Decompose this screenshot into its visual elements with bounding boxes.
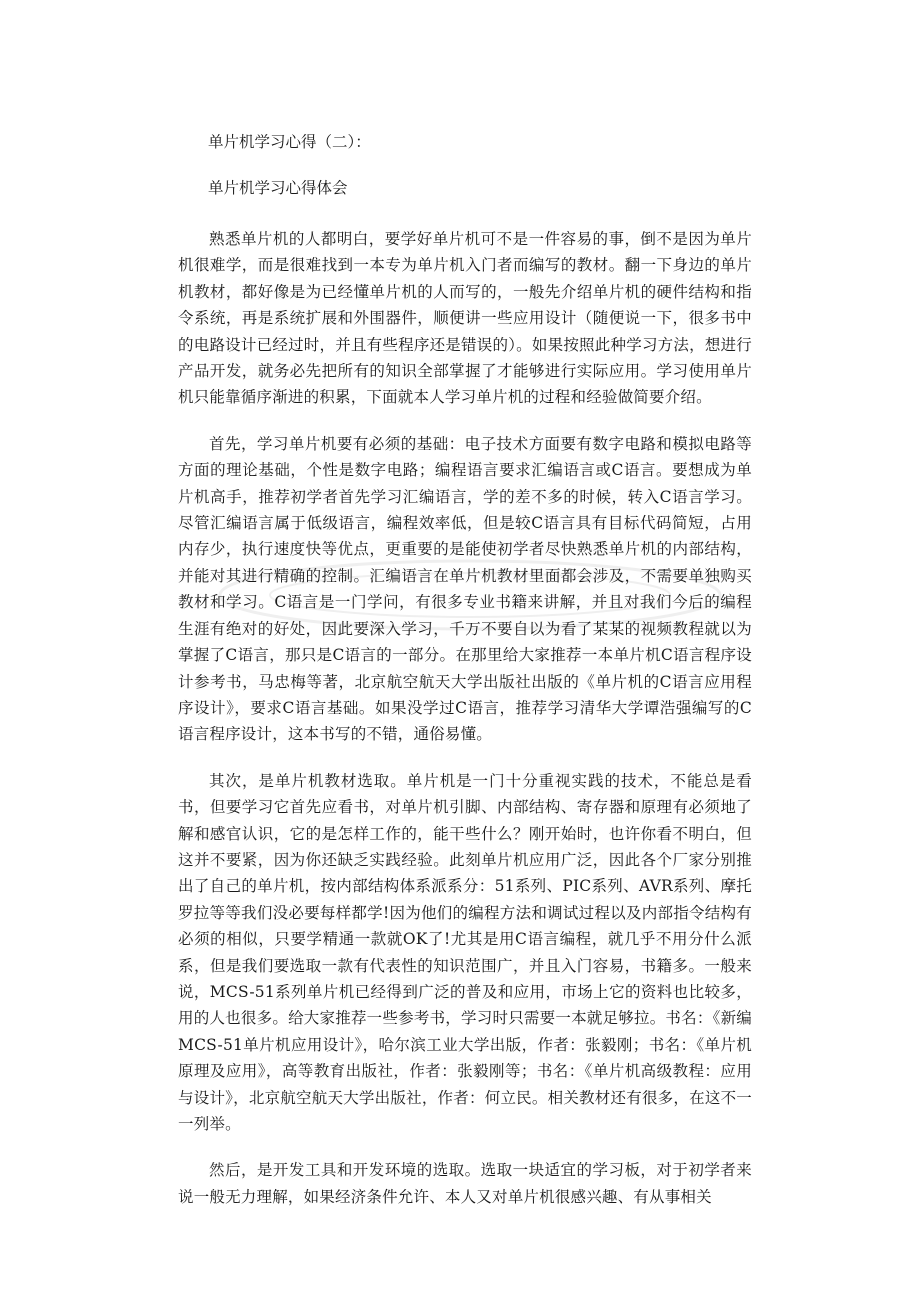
article-body — [178, 128, 752, 1210]
article-title: 单片机学习心得（二）： — [208, 133, 371, 151]
article-subtitle: 单片机学习心得体会 — [208, 179, 348, 197]
paragraph-dev-tools: 然后，是开发工具和开发环境的选取。选取一块适宜的学习板，对于初学者来说一般无力理解，如果经济条件允许、本人又对单片机很感兴趣、有从事相关 — [178, 1161, 752, 1206]
paragraph-intro: 熟悉单片机的人都明白，要学好单片机可不是一件容易的事，倒不是因为单片机很难学，而是很难找到一本专为单片机入门者而编写的教材。翻一下身边的单片机教材，都好像是为已经懂单片机的人而写的，一般先介绍单片机的硬件结构和指令系统，再是系统扩展和外围器件，顺便讲一些应用设计（随便说一下，很多书中的电路设计已经过时，并且有些程序还是错误的）。如果按照此种学习方法，想进行产品开发，就务必先把所有的知识全部掌握了才能够进行实际应用。学习使用单片机只能靠循序渐进的积累，下面就本人学习单片机的过程和经验做简要介绍。 — [178, 230, 752, 407]
paragraph-basics: 首先，学习单片机要有必须的基础：电子技术方面要有数字电路和模拟电路等方面的理论基础，个性是数字电路；编程语言要求汇编语言或C语言。要想成为单片机高手，推荐初学者首先学习汇编语言，学的差不多的时候，转入C语言学习。尽管汇编语言属于低级语言，编程效率低，但是较C语言具有目标代码简短，占用内存少，执行速度快等优点，更重要的是能使初学者尽快熟悉单片机的内部结构，并能对其进行精确的控制。汇编语言在单片机教材里面都会涉及，不需要单独购买教材和学习。C语言是一门学问，有很多专业书籍来讲解，并且对我们今后的编程生涯有绝对的好处，因此要深入学习，千万不要自以为看了某某的视频教程就以为掌握了C语言，那只是C语言的一部分。在那里给大家推荐一本单片机C语言程序设计参考书，马忠梅等著，北京航空航天大学出版社出版的《单片机的C语言应用程序设计》，要求C语言基础。如果没学过C语言，推荐学习清华大学谭浩强编写的C语言程序设计，这本书写的不错，通俗易懂。 — [178, 434, 752, 744]
paragraph-textbooks: 其次，是单片机教材选取。单片机是一门十分重视实践的技术，不能总是看书，但要学习它首先应看书，对单片机引脚、内部结构、寄存器和原理有必须地了解和感官认识，它的是怎样工作的，能干些什么？刚开始时，也许你看不明白，但这并不要紧，因为你还缺乏实践经验。此刻单片机应用广泛，因此各个厂家分别推出了自己的单片机，按内部结构体系派系分：51系列、PIC系列、AVR系列、摩托罗拉等等我们没必要每样都学!因为他们的编程方法和调试过程以及内部指令结构有必须的相似，只要学精通一款就OK了!尤其是用C语言编程，就几乎不用分什么派系，但是我们要选取一款有代表性的知识范围广，并且入门容易，书籍多。一般来说，MCS-51系列单片机已经得到广泛的普及和应用，市场上它的资料也比较多，用的人也很多。给大家推荐一些参考书，学习时只需要一本就足够拉。书名：《新编MCS-51单片机应用设计》，哈尔滨工业大学出版，作者：张毅刚；书名：《单片机原理及应用》，高等教育出版社，作者：张毅刚等；书名：《单片机高级教程：应用与设计》，北京航空航天大学出版社，作者：何立民。相关教材还有很多，在这不一一列举。 — [178, 771, 752, 1133]
